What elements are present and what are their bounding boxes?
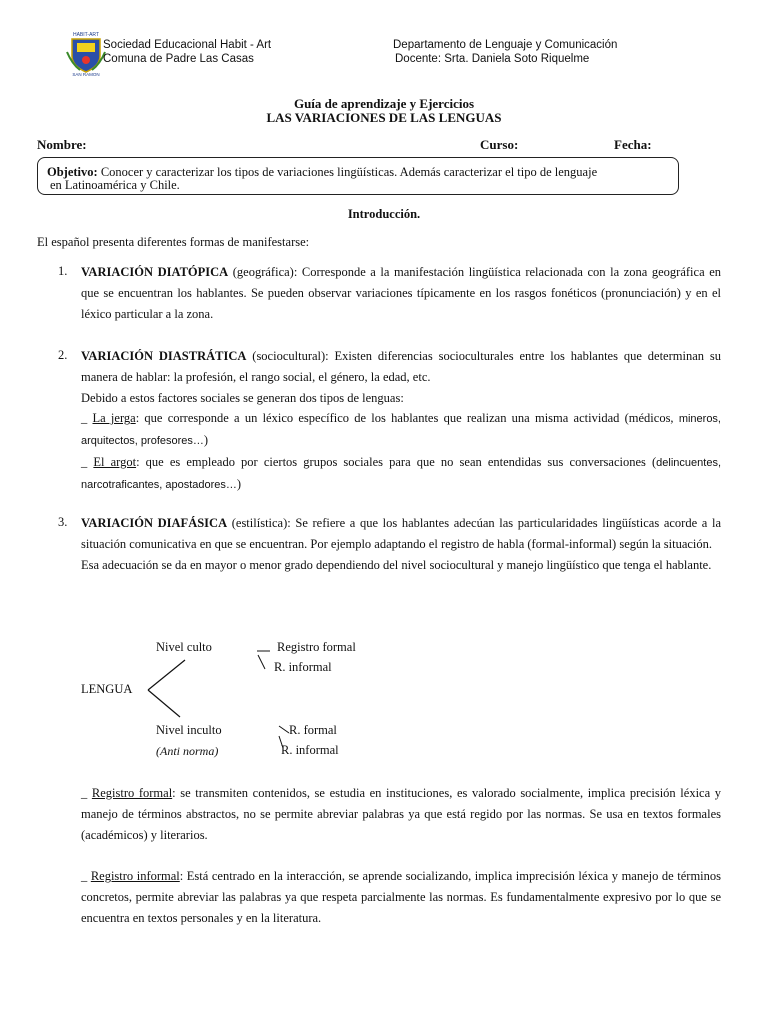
nombre-label: Nombre: (37, 137, 87, 152)
item-2-extra: Debido a estos factores sociales se generan dos tipos de lenguas: (81, 390, 404, 405)
teacher-name: Docente: Srta. Daniela Soto Riquelme (395, 53, 590, 65)
item-3-text: (estilística): Se refiere a que los hablantes adecúan las particularidades lingüísticas acorde a la situación comunicativa en que se encuentran. Por ejemplo adaptando el registro de habla (formal-informal) según la situación. (81, 516, 721, 551)
argot-text: : que es empleado por ciertos grupos sociales para que no sean entendidas sus conversaciones ( (136, 454, 657, 469)
curso-label: Curso: (480, 137, 519, 152)
nivel-culto-label: Nivel culto (156, 640, 212, 654)
objetivo-text1: Conocer y caracterizar los tipos de variaciones lingüísticas. Además caracterizar el tipo de lenguaje (97, 165, 598, 179)
r-formal-node: R. formal (289, 723, 337, 737)
guide-subtitle: LAS VARIACIONES DE LAS LENGUAS (266, 110, 502, 125)
jerga-prefix: _ (81, 411, 93, 426)
registro-formal-text: : se transmiten contenidos, se estudia en instituciones, es valorado socialmente, implica precisión léxica y manejo de términos abstractos, no se permite abreviar palabras ya que está regido por las normas. Se usa en textos formales (académicos) y literarios. (81, 786, 721, 842)
argot-examples: delincuentes, narcotraficantes, apostadores… (81, 456, 721, 491)
jerga-examples: mineros, arquitectos, profesores… (81, 413, 721, 448)
anti-norma-label: (Anti norma) (156, 744, 219, 758)
school-commune: Comuna de Padre Las Casas (103, 53, 254, 65)
school-name: Sociedad Educacional Habit - Art (103, 39, 272, 51)
fecha-label: Fecha: (614, 137, 652, 152)
item-2-number: 2. (58, 348, 68, 362)
argot-prefix: _ (81, 454, 94, 469)
item-3-term: VARIACIÓN DIAFÁSICA (81, 516, 228, 530)
intro-heading: Introducción. (347, 207, 421, 221)
item-3-number: 3. (58, 515, 68, 529)
registro-informal-term: Registro informal (90, 869, 180, 883)
branch-line-inculto (148, 690, 180, 717)
intro-lead: El español presenta diferentes formas de manifestarse: (37, 235, 310, 249)
r-informal-node-2: R. informal (281, 743, 339, 757)
branch-line-culto (148, 660, 185, 690)
argot-close: ) (236, 476, 242, 491)
registro-formal-term: Registro formal (91, 786, 173, 800)
lengua-root: LENGUA (81, 682, 133, 696)
guide-title: Guía de aprendizaje y Ejercicios (293, 96, 475, 111)
registro-informal-paragraph (81, 866, 721, 928)
logo-text-bottom: SAN RAMON (72, 72, 100, 76)
registro-formal-node: Registro formal (277, 640, 356, 654)
registro-informal-text: : Está centrado en la interacción, se aprende socializando, implica imprecisión léxica y manejo de términos concretos, permite abreviar las palabras ya que respeta parcialmente las normas. Es fundamentalmente expresivo por lo que se encuentra en textos personales y en la literatura. (81, 869, 721, 925)
item-2-text: (sociocultural): Existen diferencias socioculturales entre los hablantes que determinan su manera de hablar: la profesión, el rango social, el género, la edad, etc. (81, 349, 721, 384)
item-3-extra: Esa adecuación se da en mayor o menor grado dependiendo del nivel sociocultural y manejo lingüístico que tenga el hablante. (81, 557, 712, 572)
r-informal-node-1: R. informal (274, 660, 332, 674)
objetivo-label: Objetivo: (47, 165, 98, 179)
jerga-close: ) (203, 433, 209, 448)
registro-formal-paragraph (81, 783, 721, 845)
nivel-inculto-label: Nivel inculto (156, 723, 222, 737)
item-1-text: (geográfica): Corresponde a la manifestación lingüística relacionada con la zona geográfica en que se encuentran los hablantes. Se pueden observar variaciones típicamente en los rasgos fonéticos (pronunciación) y en el léxico particular a la zona. (81, 265, 721, 321)
inculto-formal-line (279, 726, 289, 733)
item-1-term: VARIACIÓN DIATÓPICA (81, 265, 229, 279)
item-1-number: 1. (58, 264, 68, 278)
item-2-term: VARIACIÓN DIASTRÁTICA (81, 349, 247, 363)
culto-informal-line (258, 655, 265, 669)
argot-term: El argot (93, 454, 137, 469)
logo-text-top: HABIT-ART (72, 32, 100, 38)
objetivo-line2: en Latinoamérica y Chile. (50, 178, 180, 192)
department-name: Departamento de Lenguaje y Comunicación (393, 39, 618, 51)
registro-informal-prefix: _ (81, 869, 91, 883)
jerga-text: : que corresponde a un léxico específico de los hablantes que realizan una misma actividad (médicos, (135, 411, 679, 426)
registro-formal-prefix: _ (81, 786, 92, 800)
jerga-term: La jerga (92, 411, 136, 426)
